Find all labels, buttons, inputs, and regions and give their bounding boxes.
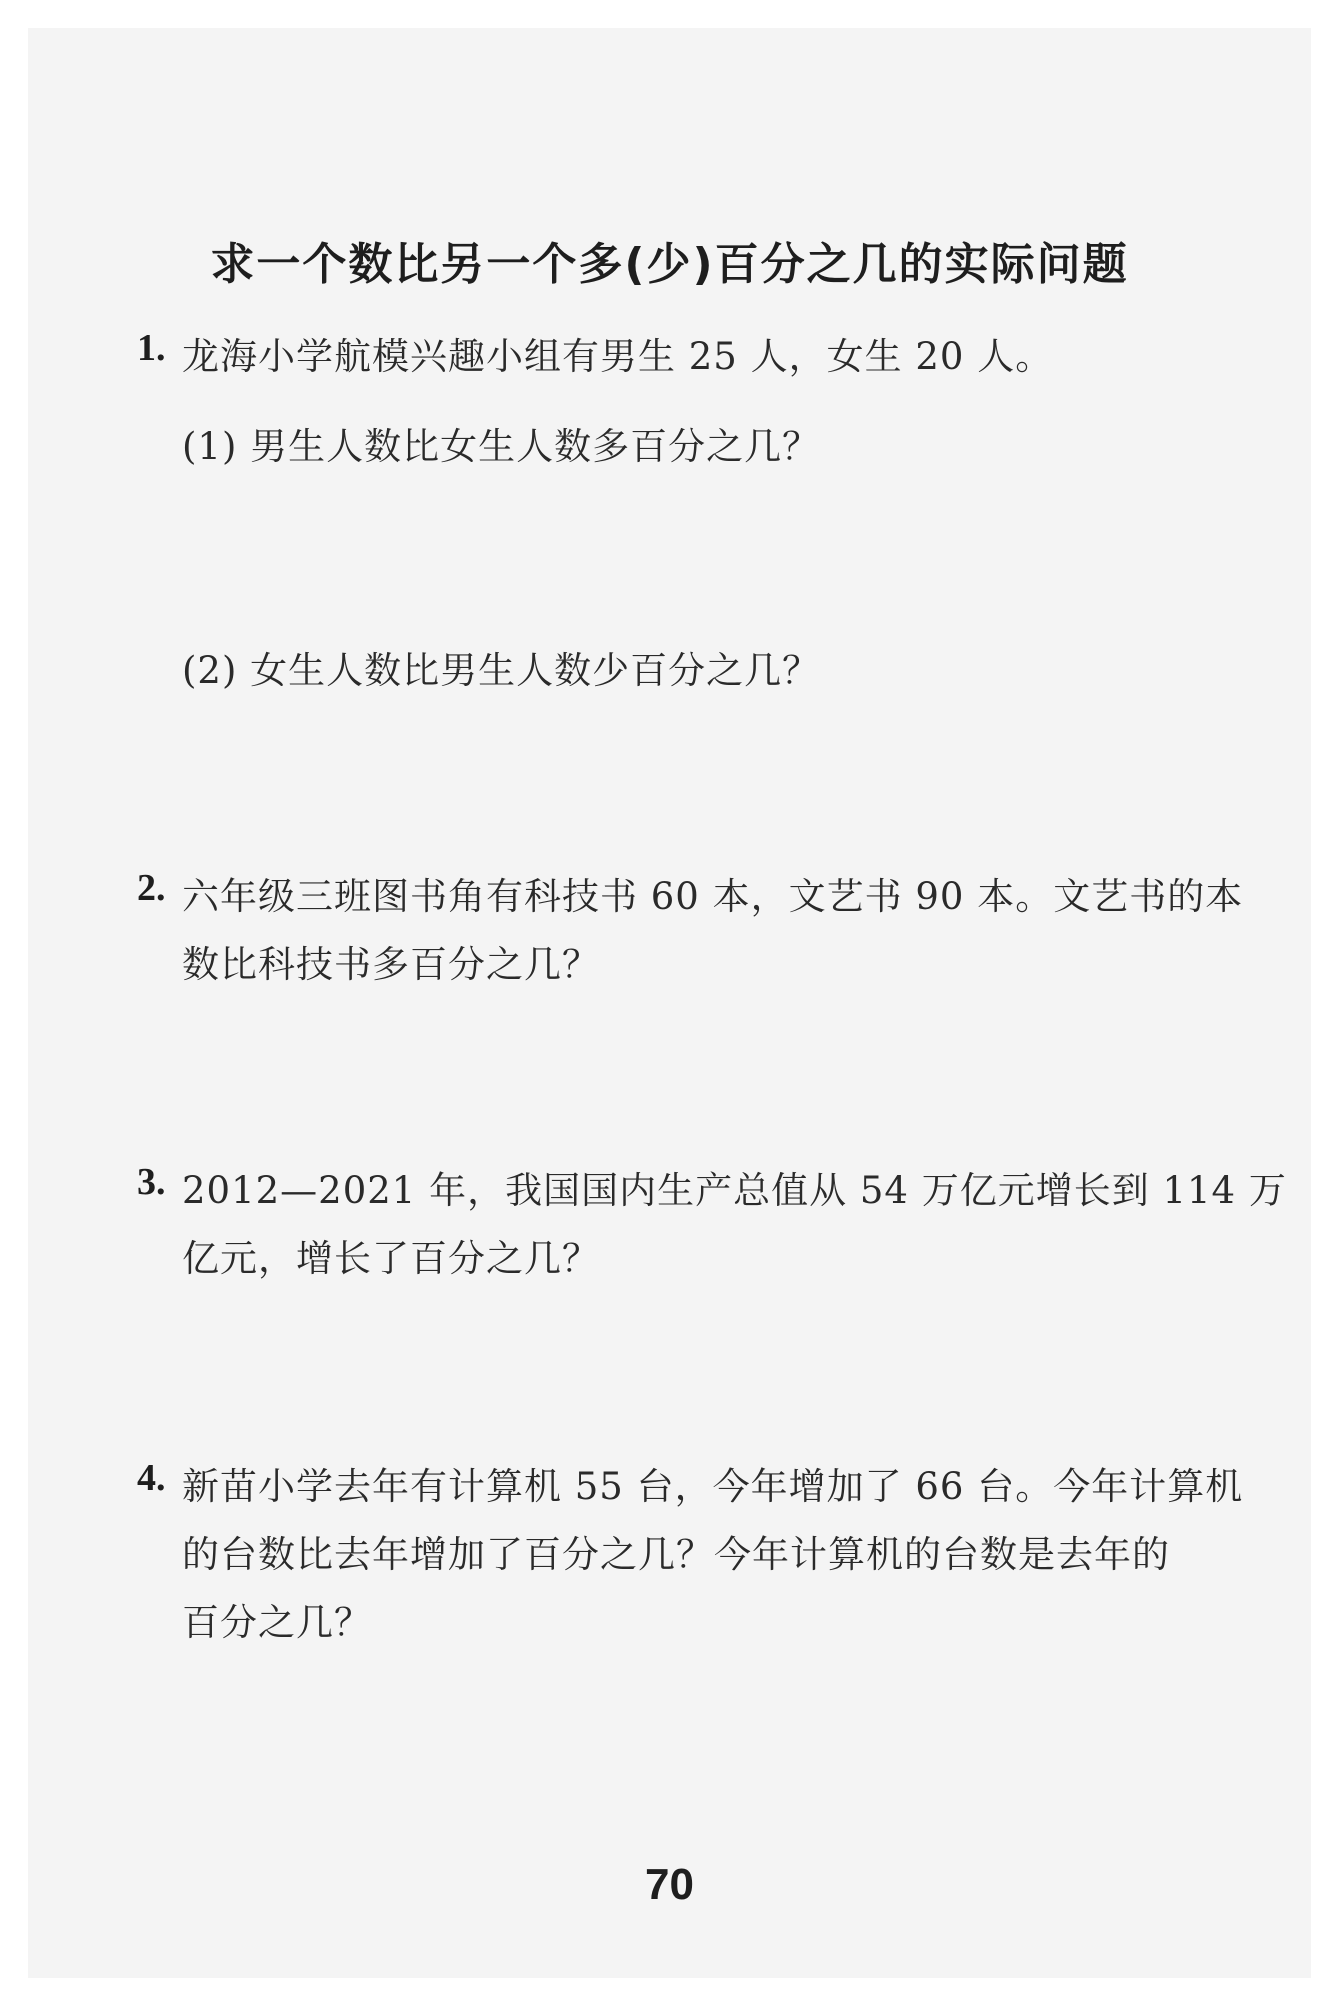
page-title: 求一个数比另一个多(少)百分之几的实际问题 bbox=[210, 239, 1129, 290]
problem-3-line-1: 2012—2021 年，我国国内生产总值从 54 万亿元增长到 114 万 bbox=[182, 1169, 1287, 1212]
problem-2-number: 2. bbox=[137, 867, 166, 909]
problem-1-sub-2: (2) 女生人数比男生人数少百分之几？ bbox=[182, 649, 821, 692]
problem-1-line-1: 龙海小学航模兴趣小组有男生 25 人，女生 20 人。 bbox=[182, 335, 1054, 378]
problem-2-line-1: 六年级三班图书角有科技书 60 本，文艺书 90 本。文艺书的本 bbox=[182, 875, 1244, 918]
problem-2-line-2: 数比科技书多百分之几？ bbox=[182, 943, 600, 986]
problem-3-line-2: 亿元，增长了百分之几？ bbox=[182, 1237, 600, 1280]
paper-sheet bbox=[28, 28, 1311, 1978]
problem-4-line-1: 新苗小学去年有计算机 55 台，今年增加了 66 台。今年计算机 bbox=[182, 1465, 1244, 1508]
problem-1-number: 1. bbox=[137, 327, 166, 369]
problem-4-number: 4. bbox=[137, 1457, 166, 1499]
problem-4-line-2: 的台数比去年增加了百分之几？今年计算机的台数是去年的 bbox=[182, 1533, 1170, 1576]
problem-3-number: 3. bbox=[137, 1161, 166, 1203]
problem-4-line-3: 百分之几？ bbox=[182, 1601, 372, 1644]
problem-1-sub-1: (1) 男生人数比女生人数多百分之几？ bbox=[182, 425, 821, 468]
page-number: 70 bbox=[645, 1860, 694, 1909]
